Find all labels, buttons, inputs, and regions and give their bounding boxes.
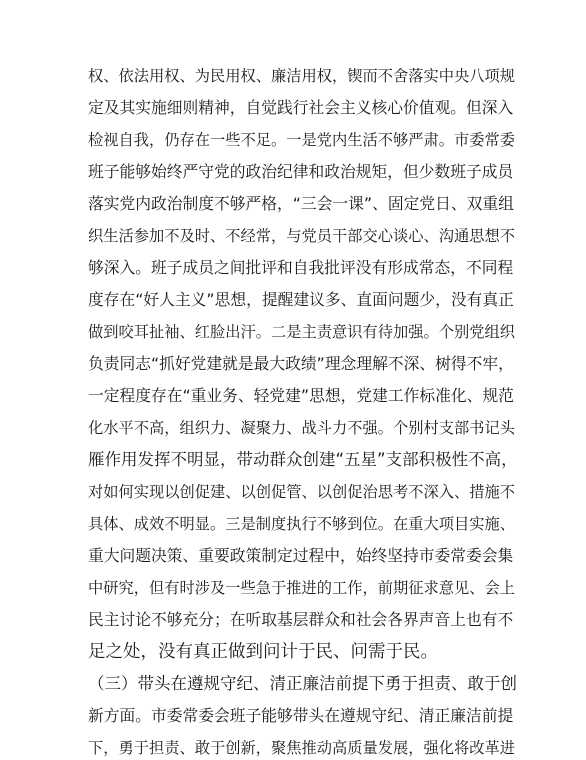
text-line: 权、依法用权、为民用权、廉洁用权，锲而不舍落实中央八项规 xyxy=(88,67,515,85)
text-line: 雁作用发挥不明显，带动群众创建“五星”支部积极性不高， xyxy=(88,450,518,469)
section-heading-3: （三）带头在遵规守纪、清正廉洁前提下勇于担责、敢于创 xyxy=(88,674,517,693)
text-line: 班子能够始终严守党的政治纪律和政治规矩，但少数班子成员 xyxy=(88,162,514,181)
text-line: 落实党内政治制度不够严格，“三会一课”、固定党日、双重组 xyxy=(88,194,514,213)
text-line: 度存在“好人主义”思想，提醒建议多、直面问题少，没有真正 xyxy=(88,290,514,309)
text-line: 做到咬耳扯袖、红脸出汗。二是主责意识有待加强。个别党组织 xyxy=(88,323,515,341)
text-line: 织生活参加不及时、不经常，与党员干部交心谈心、沟通思想不 xyxy=(88,227,515,245)
text-line: 中研究，但有时涉及一些急于推进的工作，前期征求意见、会上 xyxy=(88,579,515,597)
text-line: 化水平不高，组织力、凝聚力、战斗力不强。个别村支部书记头 xyxy=(88,419,515,437)
text-line: 定及其实施细则精神，自觉践行社会主义核心价值观。但深入 xyxy=(88,98,514,117)
text-line: 具体、成效不明显。三是制度执行不够到位。在重大项目实施、 xyxy=(88,515,515,533)
text-line: 下，勇于担责、敢于创新，聚焦推动高质量发展，强化将改革进 xyxy=(88,739,515,757)
text-line: 新方面。市委常委会班子能够带头在遵规守纪、清正廉洁前提 xyxy=(88,706,514,725)
text-line: 民主讨论不够充分；在听取基层群众和社会各界声音上也有不 xyxy=(88,610,514,629)
text-line: 重大问题决策、重要政策制定过程中，始终坚持市委常委会集 xyxy=(88,546,514,565)
text-line: 够深入。班子成员之间批评和自我批评没有形成常态，不同程 xyxy=(88,258,514,277)
text-line: 负责同志“抓好党建就是最大政绩”理念理解不深、树得不牢， xyxy=(88,354,514,373)
text-line: 检视自我，仍存在一些不足。一是党内生活不够严肃。市委常委 xyxy=(88,131,515,149)
text-line: 足之处，没有真正做到问计于民、问需于民。 xyxy=(88,642,438,662)
text-line: 对如何实现以创促建、以创促管、以创促治思考不深入、措施不 xyxy=(88,483,515,501)
text-line: 一定程度存在“重业务、轻党建”思想，党建工作标准化、规范 xyxy=(88,386,514,405)
